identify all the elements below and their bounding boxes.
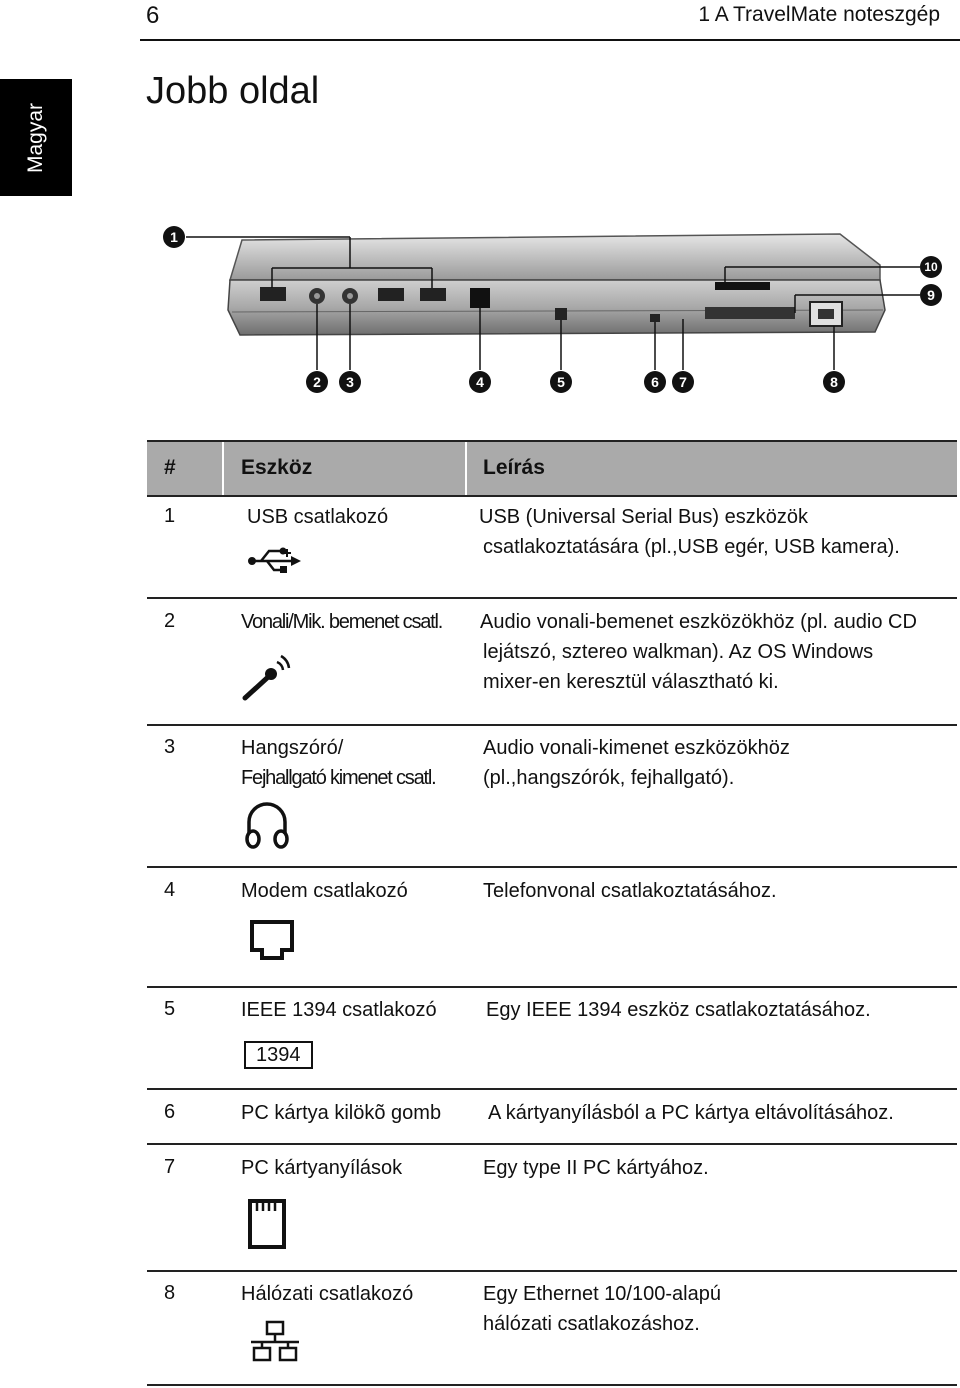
- device-description: [486, 995, 871, 1025]
- callout-2: 2: [306, 371, 328, 393]
- row-divider: [147, 1270, 957, 1272]
- callout-8: 8: [823, 371, 845, 393]
- callout-5: 5: [550, 371, 572, 393]
- usb-port-1: [260, 287, 286, 301]
- row-number: 4: [164, 879, 176, 901]
- description-line: Audio vonali-bemenet eszközökhöz (pl. audio CD: [480, 611, 917, 633]
- description-line: mixer-en keresztül választható ki.: [483, 671, 779, 693]
- device-name: Vonali/Mik. bemenet csatl.: [241, 611, 443, 633]
- row-divider: [147, 986, 957, 988]
- row-divider: [147, 1088, 957, 1090]
- device-name: [241, 733, 435, 793]
- row-number: 8: [164, 1282, 176, 1304]
- row-number: 7: [164, 1156, 176, 1178]
- row-divider: [147, 1384, 957, 1386]
- callout-4: 4: [469, 371, 491, 393]
- device-description: [483, 876, 777, 906]
- description-line: (pl.,hangszórók, fejhallgató).: [483, 767, 735, 789]
- device-description: [483, 1153, 709, 1183]
- row-number: 3: [164, 736, 176, 758]
- network-icon: [249, 1320, 301, 1364]
- pc-card-icon: [247, 1198, 287, 1250]
- description-line: Egy IEEE 1394 eszköz csatlakoztatásához.: [486, 999, 871, 1021]
- row-divider: [147, 724, 957, 726]
- language-tab-label: Magyar: [24, 102, 47, 173]
- language-tab: [0, 79, 72, 196]
- header-number: #: [164, 456, 176, 479]
- header-rule: [140, 39, 960, 41]
- running-title: 1 A TravelMate noteszgép: [698, 3, 940, 26]
- callout-6: 6: [644, 371, 666, 393]
- headphone-icon: [241, 798, 293, 850]
- row-number: 6: [164, 1101, 176, 1123]
- description-line: lejátszó, sztereo walkman). Az OS Windows: [483, 641, 874, 663]
- description-line: csatlakoztatására (pl.,USB egér, USB kamera).: [483, 536, 900, 558]
- description-line: Audio vonali-kimenet eszközökhöz: [483, 737, 790, 759]
- row-number: 5: [164, 998, 176, 1020]
- row-number: 1: [164, 505, 176, 527]
- callout-10: 10: [920, 256, 942, 278]
- device-description: [480, 607, 917, 697]
- description-line: A kártyanyílásból a PC kártya eltávolításához.: [488, 1102, 894, 1124]
- description-line: USB (Universal Serial Bus) eszközök: [479, 506, 808, 528]
- section-title: Jobb oldal: [146, 70, 320, 112]
- device-name: IEEE 1394 csatlakozó: [241, 999, 437, 1021]
- callout-7: 7: [672, 371, 694, 393]
- row-divider: [147, 597, 957, 599]
- device-name-line: Fejhallgató kimenet csatl.: [241, 767, 436, 789]
- modem-port-icon: [249, 919, 295, 965]
- page-number: 6: [146, 2, 160, 29]
- device-name: USB csatlakozó: [247, 506, 389, 528]
- device-name: Hálózati csatlakozó: [241, 1283, 414, 1305]
- header-device: Eszköz: [241, 456, 313, 479]
- description-line: Egy Ethernet 10/100-alapú: [483, 1283, 721, 1305]
- table-header: [147, 440, 957, 497]
- description-line: hálózati csatlakozáshoz.: [483, 1313, 700, 1335]
- row-divider: [147, 866, 957, 868]
- header-divider: [222, 442, 224, 495]
- device-description: [483, 733, 790, 793]
- description-line: Egy type II PC kártyához.: [483, 1157, 709, 1179]
- device-name: PC kártya kilökõ gomb: [241, 1102, 442, 1124]
- row-divider: [147, 1143, 957, 1145]
- callout-9: 9: [920, 284, 942, 306]
- description-line: Telefonvonal csatlakoztatásához.: [483, 880, 777, 902]
- callout-1: 1: [163, 226, 185, 248]
- ieee1394-icon: 1394: [244, 1041, 313, 1069]
- device-name: PC kártyanyílások: [241, 1157, 403, 1179]
- header-description: Leírás: [483, 456, 545, 479]
- device-description: [479, 502, 900, 562]
- device-name-line: Hangszóró/: [241, 737, 344, 759]
- row-number: 2: [164, 610, 176, 632]
- device-description: [483, 1279, 721, 1339]
- microphone-icon: [241, 652, 291, 702]
- callout-3: 3: [339, 371, 361, 393]
- device-description: [488, 1098, 894, 1128]
- laptop-right-side-figure: [150, 210, 960, 410]
- usb-icon: [247, 545, 303, 575]
- header-divider: [465, 442, 467, 495]
- device-name: Modem csatlakozó: [241, 880, 408, 902]
